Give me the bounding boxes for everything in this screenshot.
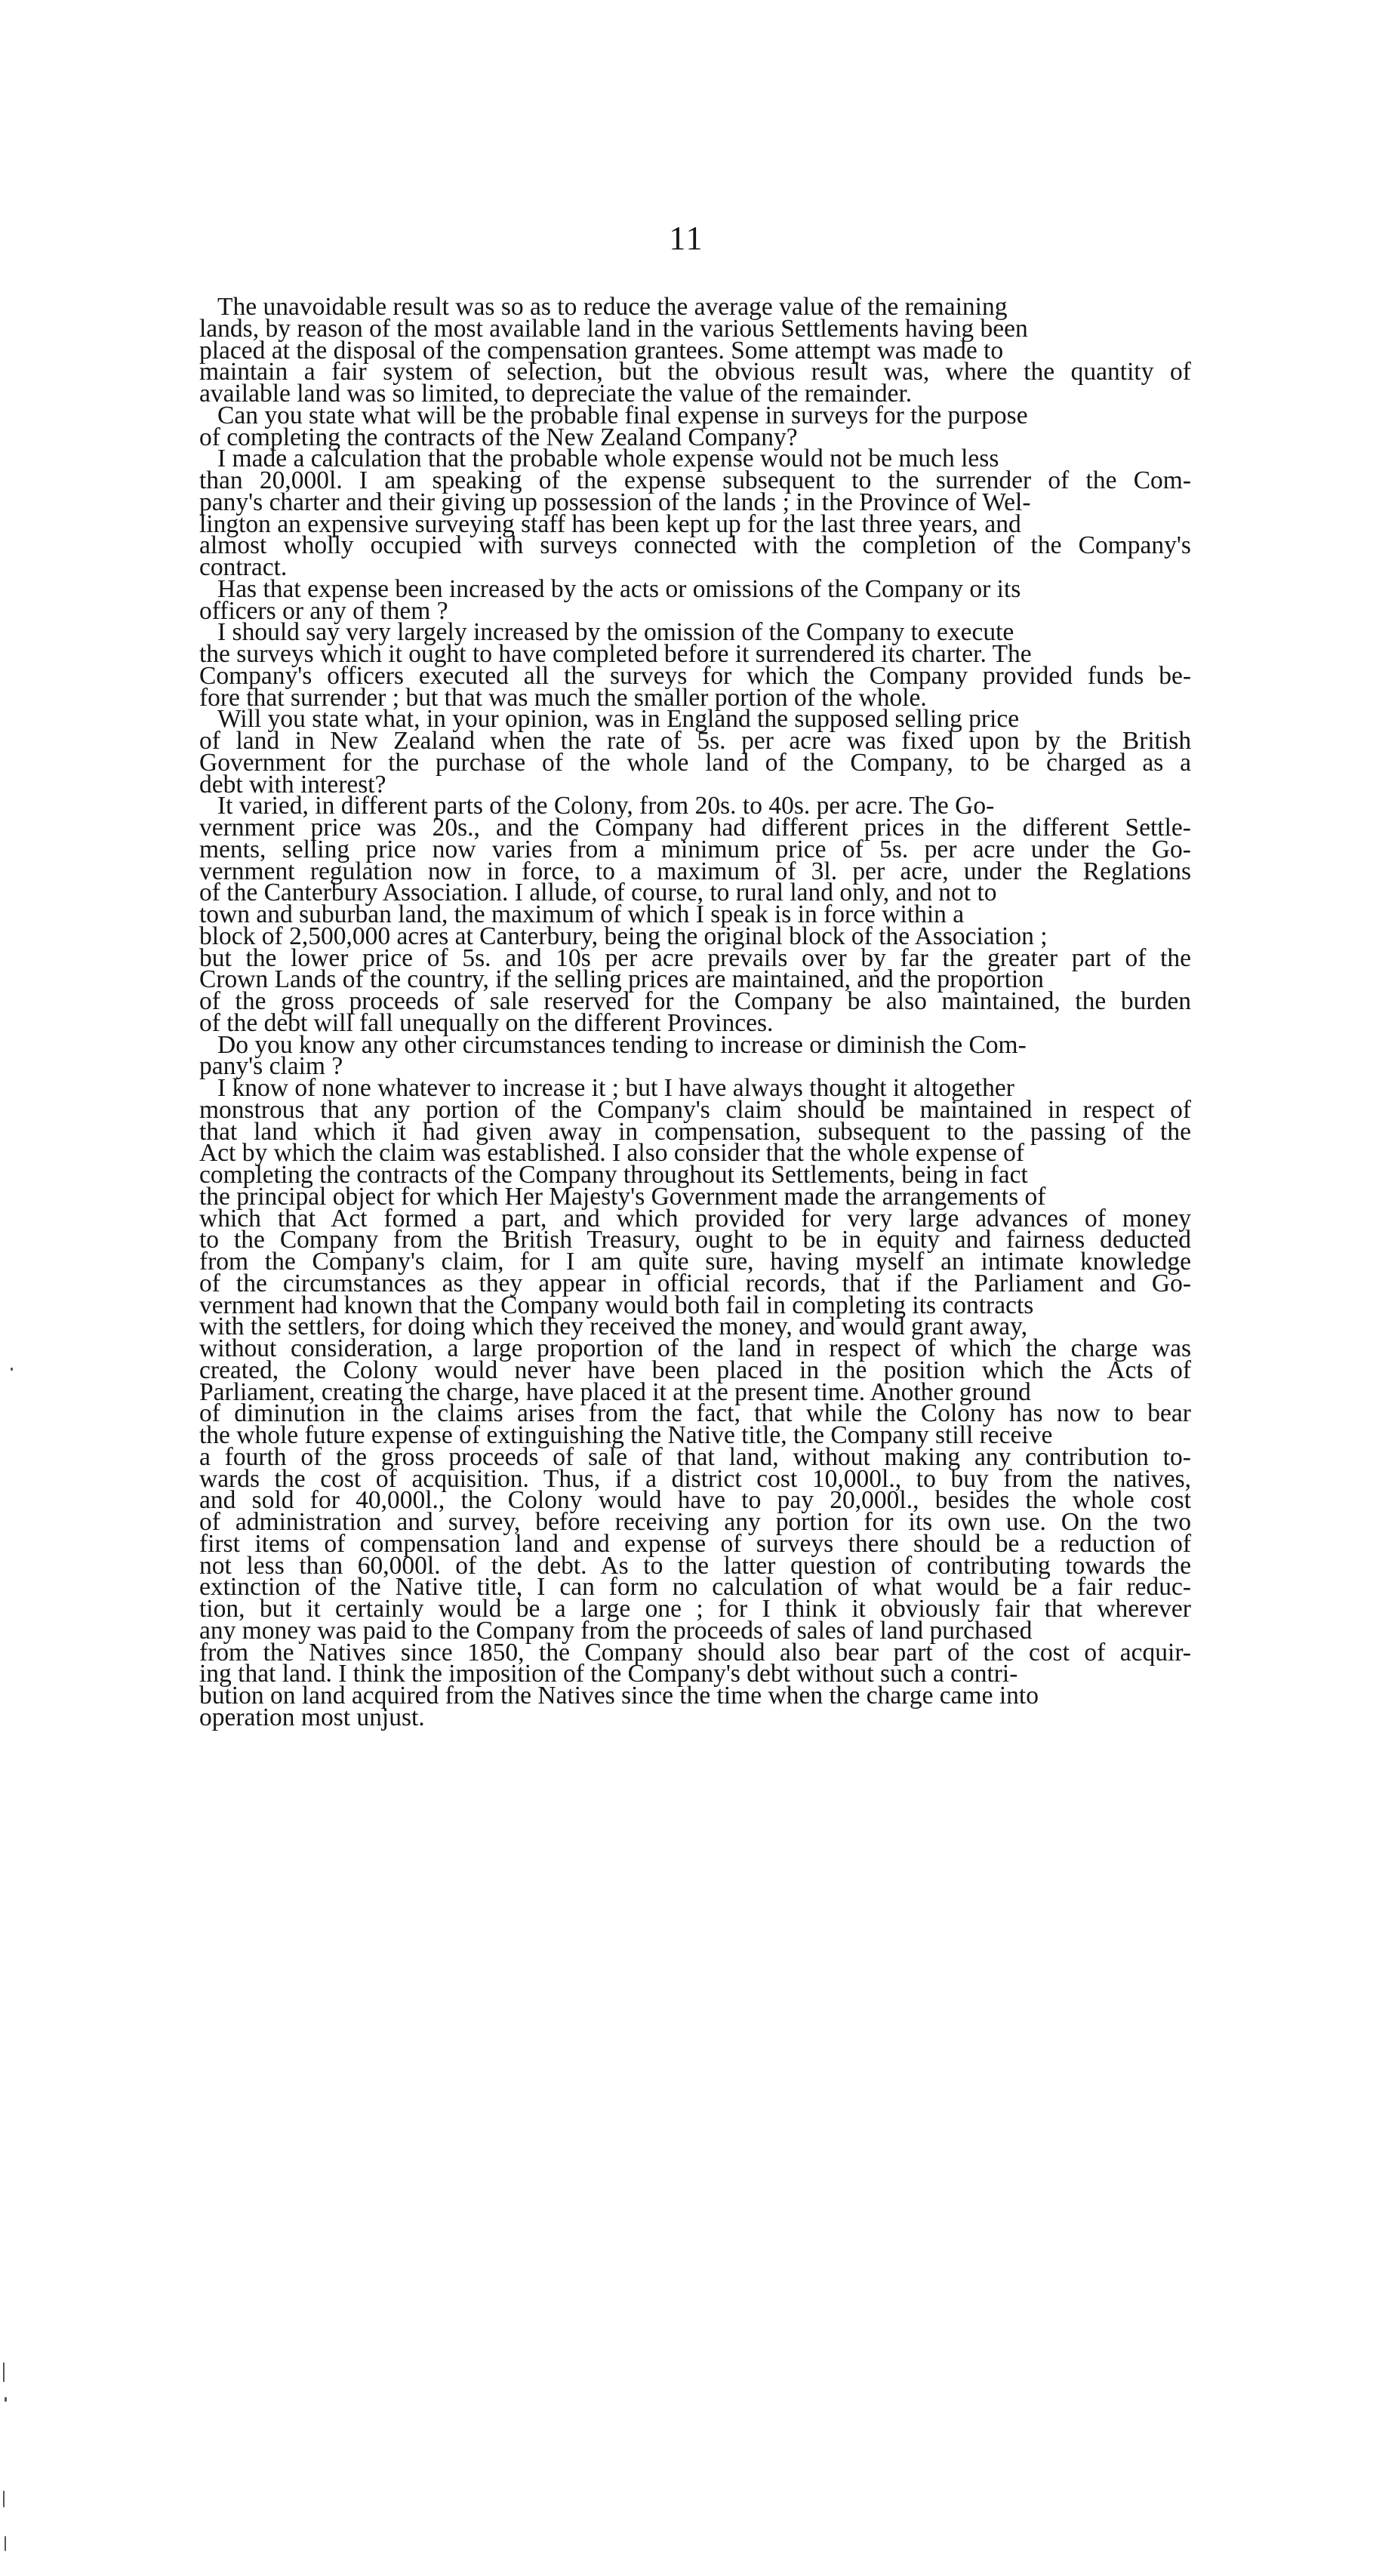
answer-line: extinction of the Native title, I can form no calculation of what would be a fair reduc- — [199, 1573, 1192, 1602]
question-line: Government for the purchase of the whole land of the Company, to be charged as a — [199, 748, 1192, 777]
answer-line: but the lower price of 5s. and 10s per acre prevails over by far the greater part of the — [199, 943, 1192, 972]
question-line: pany's claim ? — [199, 1052, 343, 1081]
answer-line: which that Act formed a part, and which provided for very large advances of money — [199, 1204, 1192, 1233]
answer-line: and sold for 40,000l., the Colony would have to pay 20,000l., besides the whole cost — [199, 1486, 1191, 1515]
scan-speck — [5, 2536, 6, 2551]
answer-line: created, the Colony would never have been placed in the position which the Acts of — [199, 1356, 1192, 1384]
question-line: debt with interest? — [199, 770, 386, 799]
answer-line: a fourth of the gross proceeds of sale of that land, without making any contribution to- — [199, 1442, 1191, 1471]
answer-line: bution on land acquired from the Natives since the time when the charge came into — [199, 1682, 1039, 1710]
answer-line: not less than 60,000l. of the debt. As to the latter question of contributing towards the — [199, 1551, 1192, 1580]
answer-line: I made a calculation that the probable whole expense would not be much less — [217, 445, 999, 473]
answer-line: pany's charter and their giving up possession of the lands ; in the Province of Wel- — [199, 488, 1031, 516]
question-line: of land in New Zealand when the rate of 5s. per acre was fixed upon by the British — [199, 727, 1192, 755]
answer-line: without consideration, a large proportion of the land in respect of which the charge was — [199, 1334, 1192, 1362]
scan-speck — [3, 2362, 5, 2382]
scan-speck — [11, 1368, 13, 1371]
answer-line: of the Canterbury Association. I allude, of course, to rural land only, and not to — [199, 879, 997, 907]
answer-line: than 20,000l. I am speaking of the expense subsequent to the surrender of the Com- — [199, 466, 1192, 494]
answer-line: from the Natives since 1850, the Company should also bear part of the cost of acquir- — [199, 1638, 1191, 1667]
answer-line: I know of none whatever to increase it ; but I have always thought it altogether — [217, 1074, 1014, 1102]
answer-line: with the settlers, for doing which they received the money, and would grant away, — [199, 1313, 1028, 1341]
answer-line: almost wholly occupied with surveys connected with the completion of the Company's — [199, 531, 1191, 560]
answer-line: of diminution in the claims arises from the fact, that while the Colony has now to bear — [199, 1399, 1191, 1428]
question-line: officers or any of them ? — [199, 596, 448, 625]
scan-speck — [3, 2491, 5, 2507]
text-line: lands, by reason of the most available land in the various Settlements having been — [199, 314, 1028, 343]
answer-line: town and suburban land, the maximum of which I speak is in force within a — [199, 900, 965, 928]
answer-line: the principal object for which Her Majesty's Government made the arrangements of — [199, 1182, 1046, 1211]
answer-line: block of 2,500,000 acres at Canterbury, being the original block of the Association ; — [199, 922, 1048, 950]
answer-line: operation most unjust. — [199, 1703, 425, 1731]
answer-line: It varied, in different parts of the Colony, from 20s. to 40s. per acre. The Go- — [217, 792, 995, 820]
answer-line: of administration and survey, before receiving any portion for its own use. On the two — [199, 1508, 1191, 1536]
answer-line: completing the contracts of the Company throughout its Settlements, being in fact — [199, 1161, 1028, 1189]
answer-line: vernment had known that the Company would both fail in completing its contracts — [199, 1291, 1034, 1319]
text-line: The unavoidable result was so as to reduce the average value of the remaining — [217, 293, 1008, 321]
answer-line: Company's officers executed all the surveys for which the Company provided funds be- — [199, 661, 1191, 690]
answer-line: of the debt will fall unequally on the different Provinces. — [199, 1008, 774, 1037]
answer-line: lington an expensive surveying staff has been kept up for the last three years, and — [199, 509, 1021, 538]
text-line: available land was so limited, to depreciate the value of the remainder. — [199, 380, 913, 408]
answer-line: I should say very largely increased by the omission of the Company to execute — [217, 618, 1014, 647]
answer-line: of the circumstances as they appear in official records, that if the Parliament and Go- — [199, 1269, 1191, 1297]
answer-line: the surveys which it ought to have completed before it surrendered its charter. The — [199, 640, 1032, 668]
body-text — [199, 293, 1192, 1731]
answer-line: any money was paid to the Company from the proceeds of sales of land purchased — [199, 1616, 1033, 1645]
answer-line: of the gross proceeds of sale reserved for the Company be also maintained, the burden — [199, 987, 1191, 1015]
answer-line: that land which it had given away in compensation, subsequent to the passing of the — [199, 1117, 1191, 1146]
margin-scan-marks — [0, 0, 30, 2576]
answer-line: vernment price was 20s., and the Company had different prices in the different Settle- — [199, 814, 1191, 842]
answer-line: vernment regulation now in force, to a maximum of 3l. per acre, under the Reglations — [199, 857, 1192, 885]
answer-line: from the Company's claim, for I am quite sure, having myself an intimate knowledge — [199, 1248, 1192, 1276]
question-line: Has that expense been increased by the acts or omissions of the Company or its — [217, 574, 1021, 603]
answer-line: fore that surrender ; but that was much the smaller portion of the whole. — [199, 683, 927, 712]
answer-line: contract. — [199, 553, 288, 581]
page-number: 11 — [669, 220, 704, 257]
text-line: maintain a fair system of selection, but the obvious result was, where the quantity of — [199, 358, 1191, 386]
question-line: of completing the contracts of the New Zealand Company? — [199, 423, 798, 451]
answer-line: ments, selling price now varies from a minimum price of 5s. per acre under the Go- — [199, 835, 1191, 863]
question-line: Can you state what will be the probable final expense in surveys for the purpose — [217, 401, 1028, 429]
question-line: Do you know any other circumstances tending to increase or diminish the Com- — [217, 1030, 1027, 1059]
answer-line: Crown Lands of the country, if the selling prices are maintained, and the proportion — [199, 965, 1044, 994]
answer-line: wards the cost of acquisition. Thus, if a district cost 10,000l., to buy from the natives, — [199, 1464, 1192, 1493]
answer-line: the whole future expense of extinguishing the Native title, the Company still receive — [199, 1421, 1053, 1449]
answer-line: tion, but it certainly would be a large one ; for I think it obviously fair that wherever — [199, 1595, 1191, 1623]
scan-speck — [5, 2397, 7, 2402]
question-line: Will you state what, in your opinion, was in England the supposed selling price — [217, 705, 1020, 734]
answer-line: Act by which the claim was established. I also consider that the whole expense of — [199, 1139, 1025, 1168]
text-line: placed at the disposal of the compensation grantees. Some attempt was made to — [199, 336, 1004, 365]
answer-line: ing that land. I think the imposition of the Company's debt without such a contri- — [199, 1660, 1018, 1688]
answer-line: to the Company from the British Treasury, ought to be in equity and fairness deducted — [199, 1226, 1192, 1254]
answer-line: first items of compensation land and expense of surveys there should be a reduction of — [199, 1529, 1191, 1558]
answer-line: monstrous that any portion of the Company's claim should be maintained in respect of — [199, 1095, 1192, 1124]
answer-line: Parliament, creating the charge, have placed it at the present time. Another ground — [199, 1377, 1031, 1406]
